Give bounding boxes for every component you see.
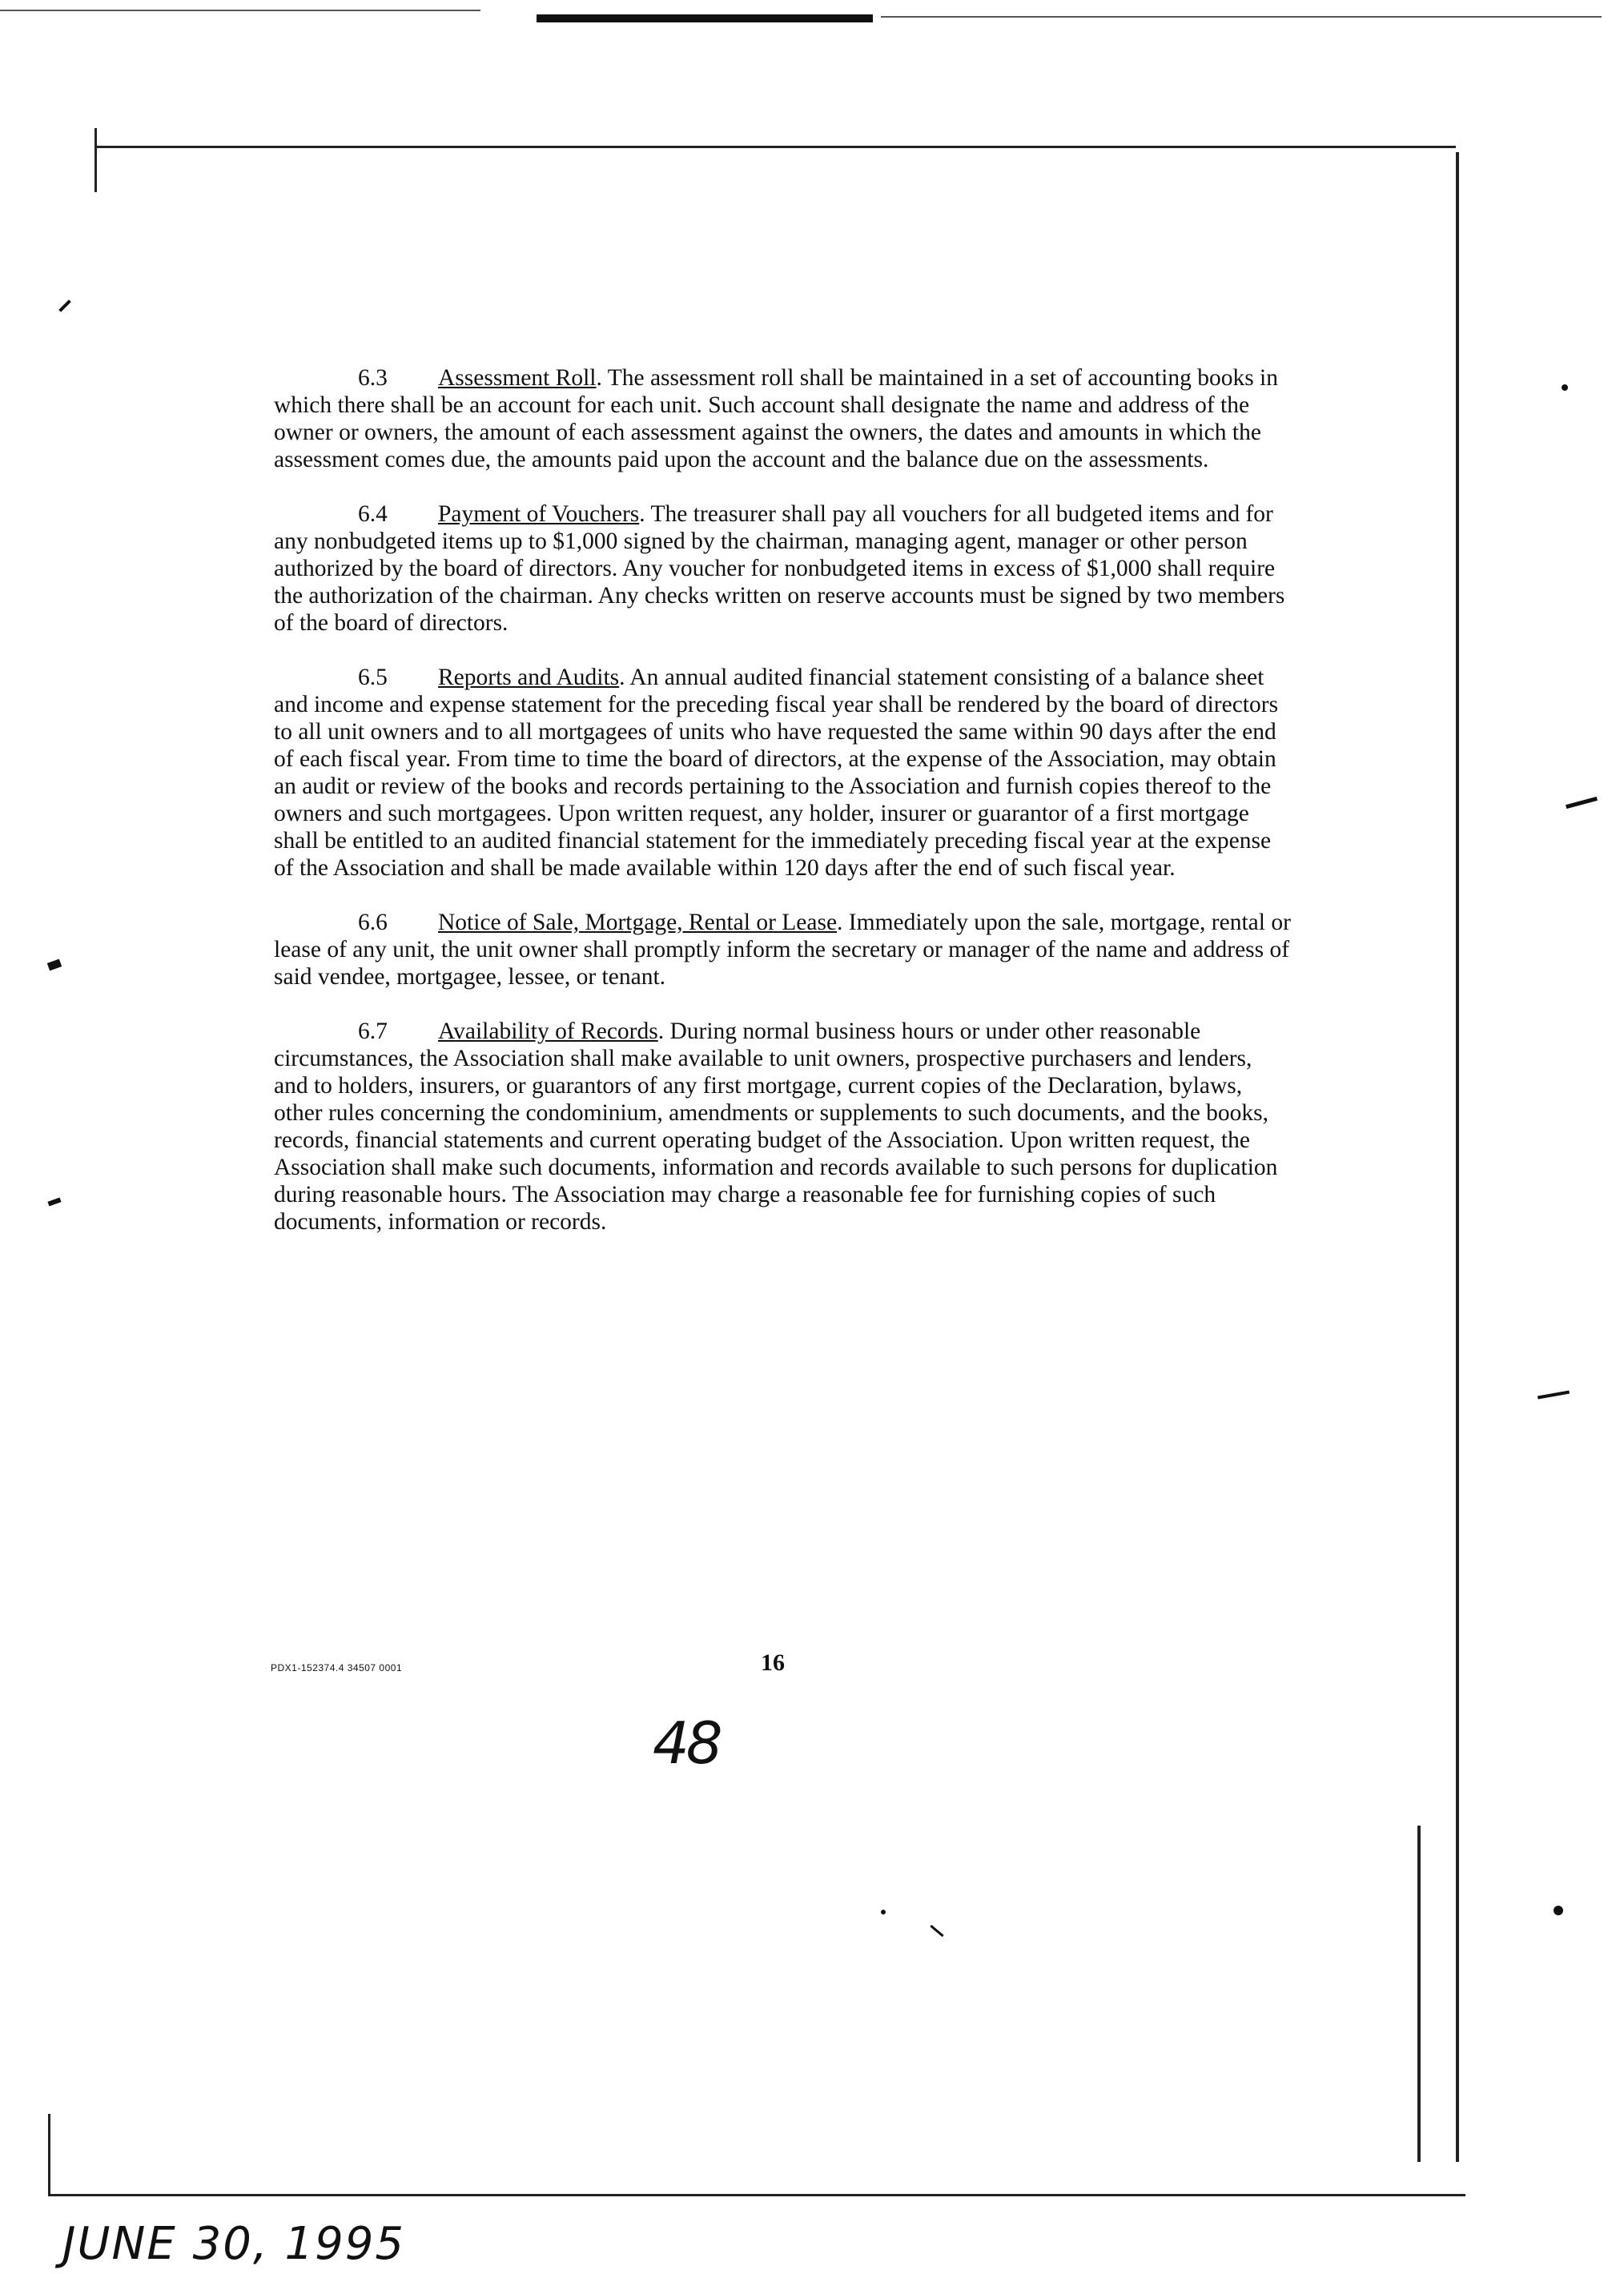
section-6-5: [274, 664, 1291, 882]
frame-line-bottom: [48, 2194, 1465, 2196]
section-body: . Immediately upon the sale, mortgage, rental or lease of any unit, the unit owner shall promptly inform the secretary or manager of the name and address of said vendee, mortgagee, lessee, or tenant.: [274, 910, 1291, 990]
section-number: 6.5: [358, 665, 388, 690]
section-body: . The treasurer shall pay all vouchers for all budgeted items and for any nonbudgeted items up to $1,000 signed by the chairman, managing agent, manager or other person authorized by the board of directors. Any voucher for nonbudgeted items in excess of $1,000 shall require the authorization of the chairman. Any checks written on reserve accounts must be signed by two members of the board of directors.: [274, 501, 1285, 636]
section-body: . During normal business hours or under other reasonable circumstances, the Association shall make available to unit owners, prospective purchasers and lenders, and to holders, insurers, or guarantors of any first mortgage, current copies of the Declaration, bylaws, other rules concerning the condominium, amendments or supplements to such documents, and the books, records, financial statements and current operating budget of the Association. Upon written request, the Association shall make such documents, information and records available to such persons for duplication during reasonable hours. The Association may charge a reasonable fee for furnishing copies of such documents, information or records.: [274, 1018, 1278, 1235]
document-body: [274, 364, 1291, 1263]
speck: [881, 1910, 886, 1914]
page-number: 16: [761, 1649, 785, 1676]
section-6-3: [274, 364, 1291, 473]
section-6-6: [274, 909, 1291, 990]
speck: [58, 299, 71, 312]
speck: [47, 1197, 61, 1206]
frame-line-top: [94, 146, 1456, 148]
section-number: 6.6: [358, 910, 388, 935]
section-number: 6.7: [358, 1018, 388, 1044]
frame-line-right: [1456, 152, 1459, 2162]
section-number: 6.3: [358, 365, 388, 391]
section-heading: Assessment Roll: [438, 365, 597, 391]
speck: [1538, 1391, 1570, 1400]
scan-edge-top-dash: [0, 10, 480, 11]
speck: [930, 1925, 943, 1937]
frame-line-bottom-left: [48, 2114, 50, 2194]
section-heading: Availability of Records: [438, 1018, 658, 1044]
section-heading: Notice of Sale, Mortgage, Rental or Lease: [438, 910, 838, 935]
frame-line-left: [94, 128, 97, 192]
section-body: . An annual audited financial statement consisting of a balance sheet and income and expense statement for the preceding fiscal year shall be rendered by the board of directors to all unit owners and to all mortgagees of units who have requested the same within 90 days after the end of each fiscal year. From time to time the board of directors, at the expense of the Association, may obtain an audit or review of the books and records pertaining to the Association and furnish copies thereof to the owners and such mortgagees. Upon written request, any holder, insurer or guarantor of a first mortgage shall be entitled to an audited financial statement for the immediately preceding fiscal year at the expense of the Association and shall be made available within 120 days after the end of such fiscal year.: [274, 665, 1279, 881]
speck: [47, 959, 62, 971]
scan-edge-top-dash-right: [881, 16, 1602, 18]
section-number: 6.4: [358, 501, 388, 527]
handwritten-date: JUNE 30, 1995: [62, 2218, 405, 2270]
section-heading: Reports and Audits: [438, 665, 620, 690]
scan-edge-top: [537, 14, 873, 22]
speck: [1554, 1906, 1563, 1915]
section-6-7: [274, 1018, 1291, 1235]
document-code: PDX1-152374.4 34507 0001: [271, 1662, 403, 1673]
handwritten-number: 48: [653, 1710, 720, 1777]
section-6-4: [274, 500, 1291, 637]
section-heading: Payment of Vouchers: [438, 501, 640, 527]
speck: [1562, 384, 1568, 391]
section-body: . The assessment roll shall be maintained in a set of accounting books in which there shall be an account for each unit. Such account shall designate the name and address of the owner or owners, the amount of each assessment against the owners, the dates and amounts in which the assessment comes due, the amounts paid upon the account and the balance due on the assessments.: [274, 365, 1278, 472]
frame-line-right-lower: [1417, 1826, 1421, 2162]
speck: [1566, 797, 1598, 809]
